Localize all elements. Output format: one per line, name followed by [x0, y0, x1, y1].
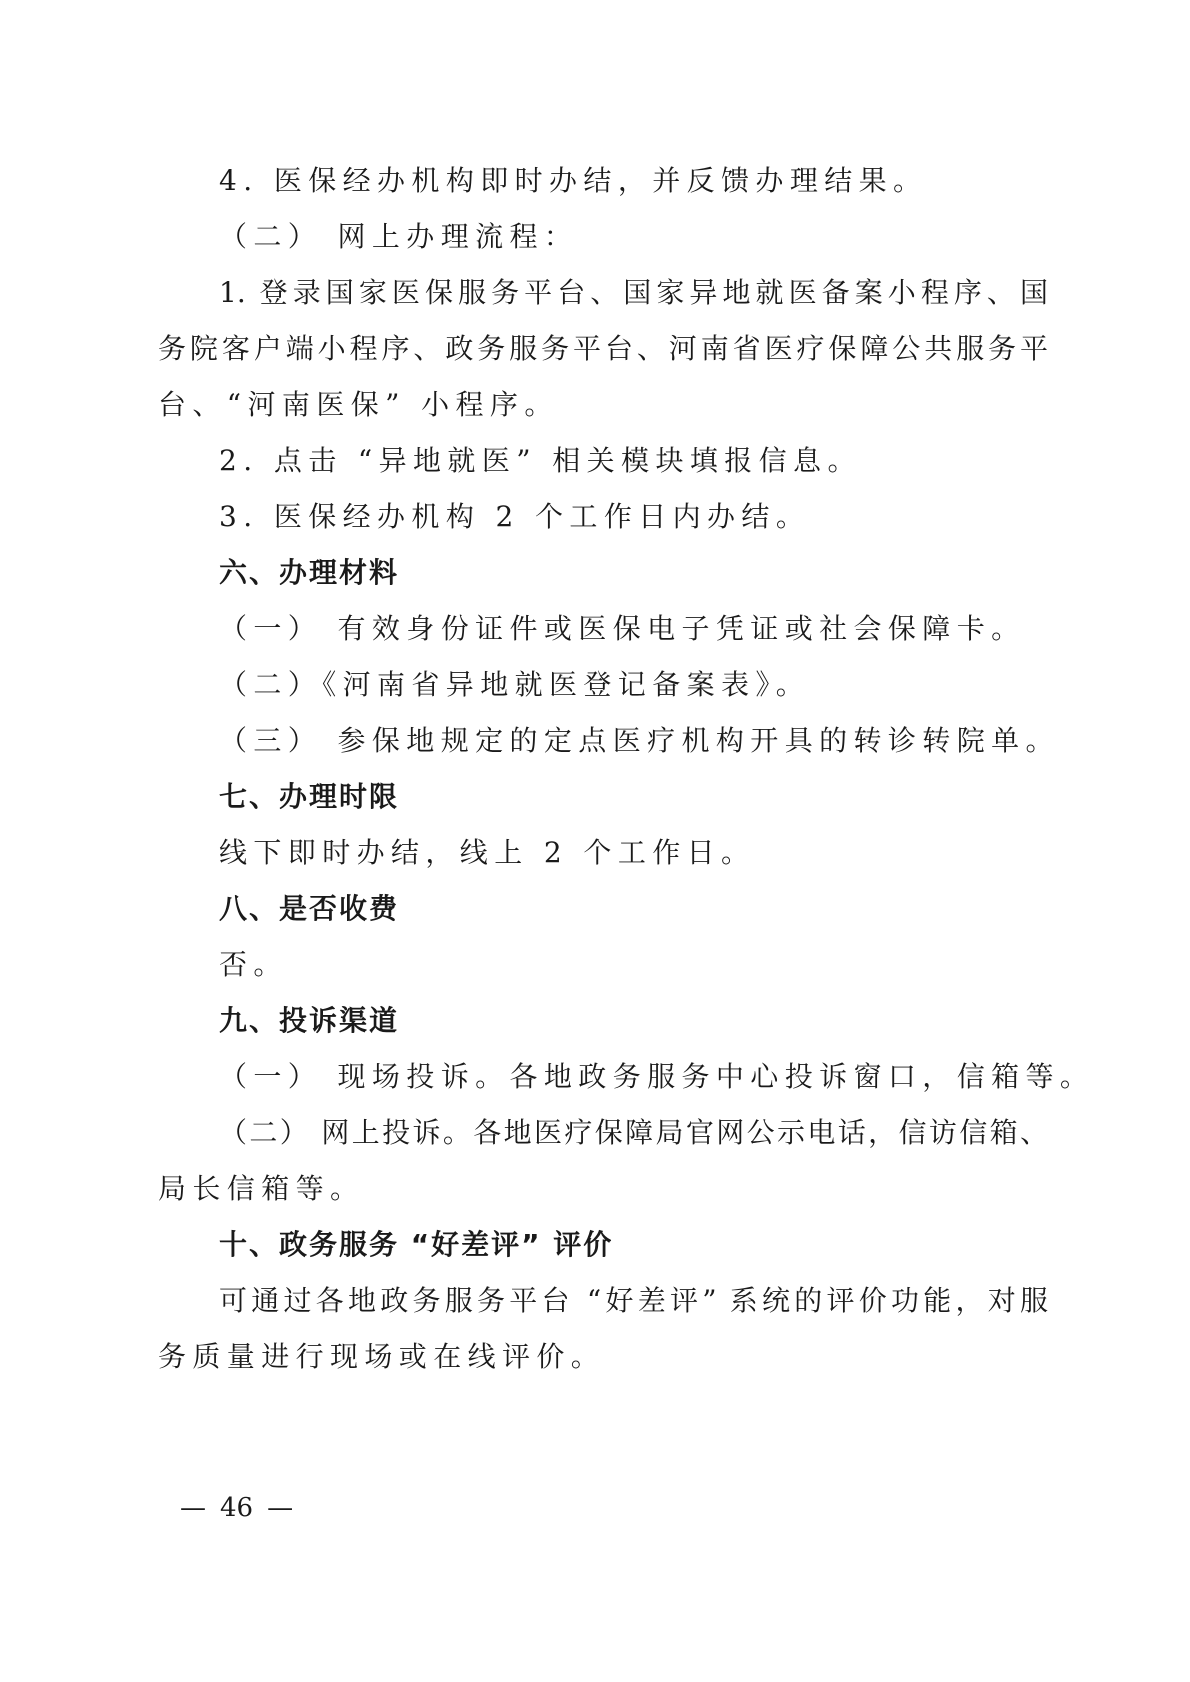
paragraph-step-4-offline: 4. 医保经办机构即时办结，并反馈办理结果。: [219, 164, 928, 197]
paragraph-online-step-1-line-2: 务院客户端小程序、政务服务平台、河南省医疗保障公共服务平: [158, 332, 1048, 365]
paragraph-fee: 否。: [219, 948, 288, 981]
paragraph-online-step-2: 2. 点击 “异地就医” 相关模块填报信息。: [219, 444, 862, 477]
page-footer: [180, 1493, 293, 1523]
paragraph-online-step-1-line-3: 台、“河南医保” 小程序。: [158, 388, 559, 421]
paragraph-evaluation-line-2: 务质量进行现场或在线评价。: [158, 1340, 606, 1373]
paragraph-complaint-online-line-1: （二） 网上投诉。各地医疗保障局官网公示电话，信访信箱、: [219, 1116, 1048, 1149]
page-number: 46: [220, 1493, 254, 1523]
section-heading-evaluation: 十、政务服务 “好差评” 评价: [219, 1228, 614, 1261]
section-heading-materials: 六、办理材料: [219, 556, 400, 589]
paragraph-material-3: （三） 参保地规定的定点医疗机构开具的转诊转院单。: [219, 724, 1060, 757]
section-heading-time-limit: 七、办理时限: [219, 780, 400, 813]
paragraph-material-2: （二）《河南省异地就医登记备案表》。: [219, 668, 811, 701]
section-heading-complaints: 九、投诉渠道: [219, 1004, 400, 1037]
footer-dash-right: —: [267, 1493, 294, 1523]
footer-dash-left: —: [180, 1493, 206, 1523]
paragraph-complaint-onsite: （一） 现场投诉。各地政务服务中心投诉窗口，信箱等。: [219, 1060, 1095, 1093]
subheading-online-process: （二） 网上办理流程：: [219, 220, 579, 253]
paragraph-material-1: （一） 有效身份证件或医保电子凭证或社会保障卡。: [219, 612, 1026, 645]
paragraph-online-step-1-line-1: 1. 登录国家医保服务平台、国家异地就医备案小程序、国: [219, 276, 1048, 309]
section-heading-fee: 八、是否收费: [219, 892, 400, 925]
paragraph-online-step-3: 3. 医保经办机构 2 个工作日内办结。: [219, 500, 811, 533]
paragraph-evaluation-line-1: 可通过各地政务服务平台 “好差评” 系统的评价功能，对服: [219, 1284, 1048, 1317]
paragraph-time-limit: 线下即时办结，线上 2 个工作日。: [219, 836, 756, 869]
paragraph-complaint-online-line-2: 局长信箱等。: [158, 1172, 365, 1205]
